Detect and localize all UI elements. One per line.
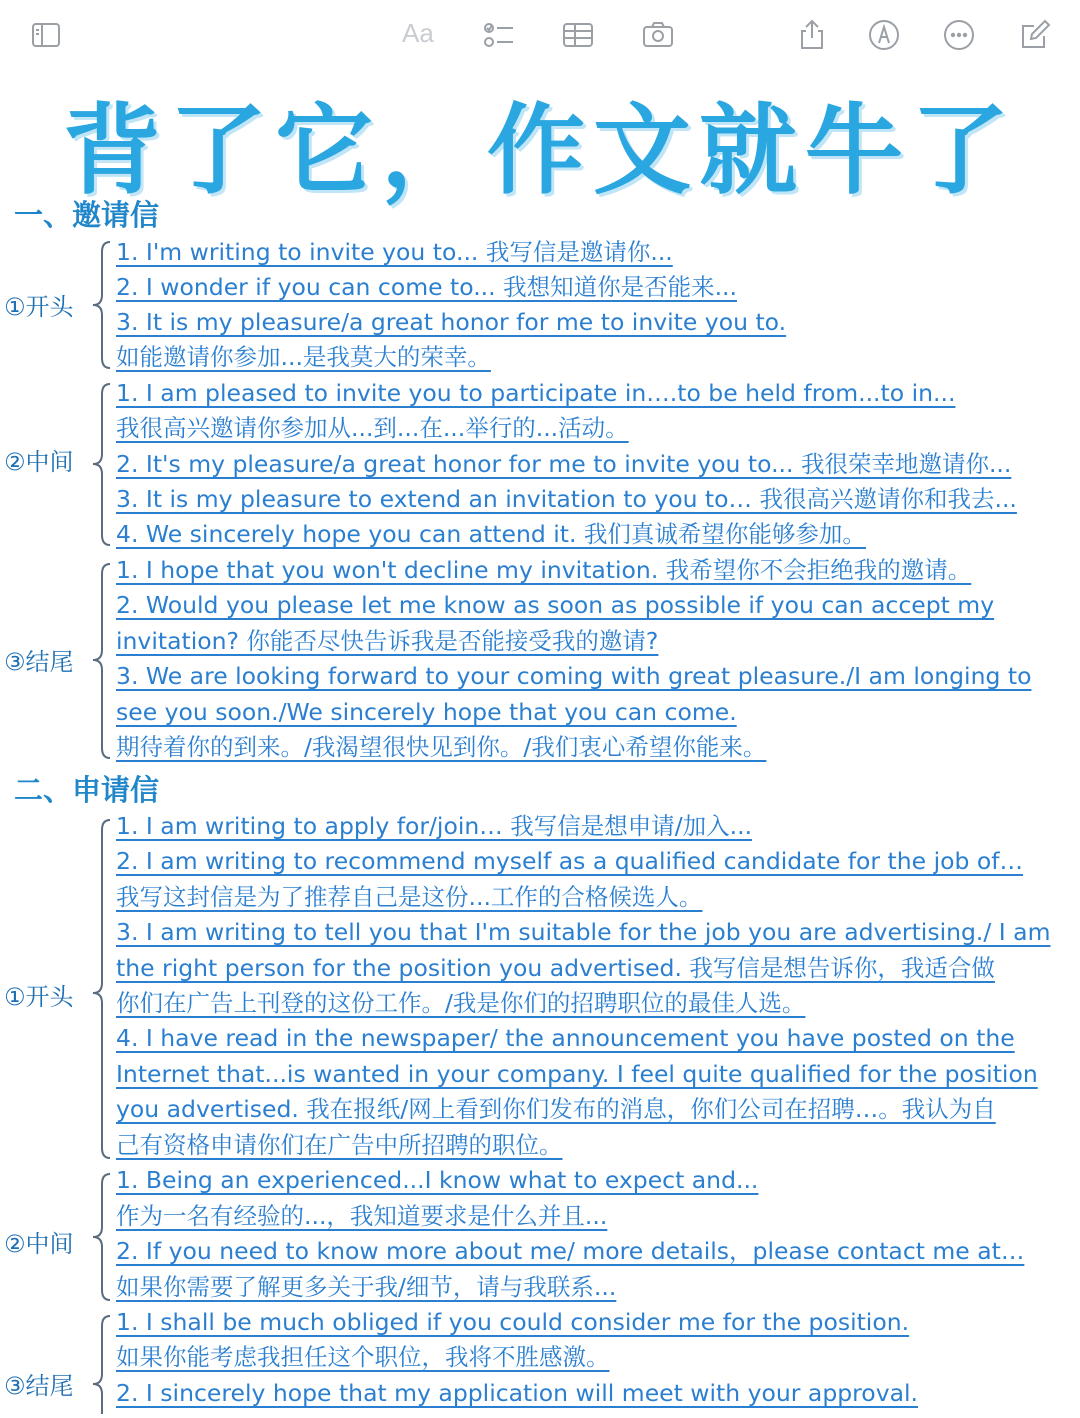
brace-icon <box>90 1172 112 1302</box>
brace-icon <box>90 1314 112 1414</box>
list-item[interactable]: 如能邀请你参加...是我莫大的荣幸。 <box>116 343 491 371</box>
group-label-opening: ①开头 <box>4 293 74 321</box>
list-item[interactable]: 期待着你的到来。/我渴望很快见到你。/我们衷心希望你能来。 <box>116 733 767 761</box>
section-heading-invitation: 一、邀请信 <box>14 198 160 232</box>
list-item[interactable]: 2. I am writing to recommend myself as a qualified candidate for the job of… <box>116 847 1024 875</box>
list-item[interactable]: 作为一名有经验的...，我知道要求是什么并且... <box>116 1202 608 1230</box>
list-item[interactable]: invitation? 你能否尽快告诉我是否能接受我的邀请? <box>116 627 659 655</box>
sidebar-toggle-icon[interactable] <box>27 16 65 54</box>
list-item[interactable]: 2. I wonder if you can come to... 我想知道你是否能来... <box>116 273 737 301</box>
list-item[interactable]: Internet that...is wanted in your company. I feel quite qualified for the position <box>116 1060 1038 1088</box>
group-label-middle: ②中间 <box>4 1230 74 1258</box>
list-item[interactable]: 3. I am writing to tell you that I'm suitable for the job you are advertising./ I am <box>116 918 1051 946</box>
list-item[interactable]: 你们在广告上刊登的这份工作。/我是你们的招聘职位的最佳人选。 <box>116 989 806 1017</box>
list-item[interactable]: 4. We sincerely hope you can attend it. 我们真诚希望你能够参加。 <box>116 520 866 548</box>
list-item[interactable]: 我很高兴邀请你参加从...到...在...举行的...活动。 <box>116 414 629 442</box>
group-label-middle: ②中间 <box>4 448 74 476</box>
list-item[interactable]: 4. I have read in the newspaper/ the announcement you have posted on the <box>116 1024 1015 1052</box>
list-item[interactable]: 3. It is my pleasure to extend an invitation to you to… 我很高兴邀请你和我去... <box>116 485 1017 513</box>
group-label-opening: ①开头 <box>4 983 74 1011</box>
list-item[interactable]: 1. I am writing to apply for/join… 我写信是想申请/加入... <box>116 812 753 840</box>
list-item[interactable]: 2. I sincerely hope that my application will meet with your approval. <box>116 1379 918 1407</box>
note-title: 背了它，作文就牛了 <box>62 94 1017 208</box>
section-heading-application: 二、申请信 <box>14 773 160 807</box>
brace-icon <box>90 240 112 370</box>
list-item[interactable]: 如果你能考虑我担任这个职位，我将不胜感激。 <box>116 1343 610 1371</box>
list-item[interactable]: 2. Would you please let me know as soon as possible if you can accept my <box>116 591 995 619</box>
list-item[interactable]: 1. I hope that you won't decline my invitation. 我希望你不会拒绝我的邀请。 <box>116 556 972 584</box>
format-text-button[interactable]: Aa <box>402 18 434 48</box>
list-item[interactable]: the right person for the position you advertised. 我写信是想告诉你，我适合做 <box>116 954 995 982</box>
group-label-closing: ③结尾 <box>4 648 74 676</box>
list-item[interactable]: 1. Being an experienced...I know what to expect and... <box>116 1166 759 1194</box>
list-item[interactable]: 3. It is my pleasure/a great honor for me to invite you to. <box>116 308 787 336</box>
brace-icon <box>90 818 112 1160</box>
list-item[interactable]: you advertised. 我在报纸/网上看到你们发布的消息，你们公司在招聘…。我认为自 <box>116 1095 996 1123</box>
list-item[interactable]: 1. I'm writing to invite you to... 我写信是邀请你... <box>116 238 673 266</box>
list-item[interactable]: see you soon./We sincerely hope that you can come. <box>116 698 737 726</box>
list-item[interactable]: 1. I shall be much obliged if you could consider me for the position. <box>116 1308 910 1336</box>
table-icon[interactable] <box>559 16 597 54</box>
share-icon[interactable] <box>793 16 831 54</box>
list-item[interactable]: 1. I am pleased to invite you to participate in….to be held from...to in... <box>116 379 956 407</box>
list-item[interactable]: 3. We are looking forward to your coming with great pleasure./I am longing to <box>116 662 1032 690</box>
list-item[interactable]: 如果你需要了解更多关于我/细节，请与我联系... <box>116 1273 617 1301</box>
list-item[interactable]: 2. If you need to know more about me/ more details，please contact me at… <box>116 1237 1025 1265</box>
compose-note-icon[interactable] <box>1016 16 1054 54</box>
list-item[interactable]: 我写这封信是为了推荐自己是这份...工作的合格候选人。 <box>116 883 703 911</box>
checklist-icon[interactable] <box>480 16 518 54</box>
camera-icon[interactable] <box>639 16 677 54</box>
notes-toolbar <box>0 0 1080 70</box>
list-item[interactable]: 2. It's my pleasure/a great honor for me to invite you to... 我很荣幸地邀请你... <box>116 450 1012 478</box>
markup-pen-icon[interactable] <box>865 16 903 54</box>
brace-icon <box>90 562 112 760</box>
group-label-closing: ③结尾 <box>4 1372 74 1400</box>
more-options-icon[interactable] <box>940 16 978 54</box>
brace-icon <box>90 382 112 547</box>
list-item[interactable]: 己有资格申请你们在广告中所招聘的职位。 <box>116 1131 563 1159</box>
